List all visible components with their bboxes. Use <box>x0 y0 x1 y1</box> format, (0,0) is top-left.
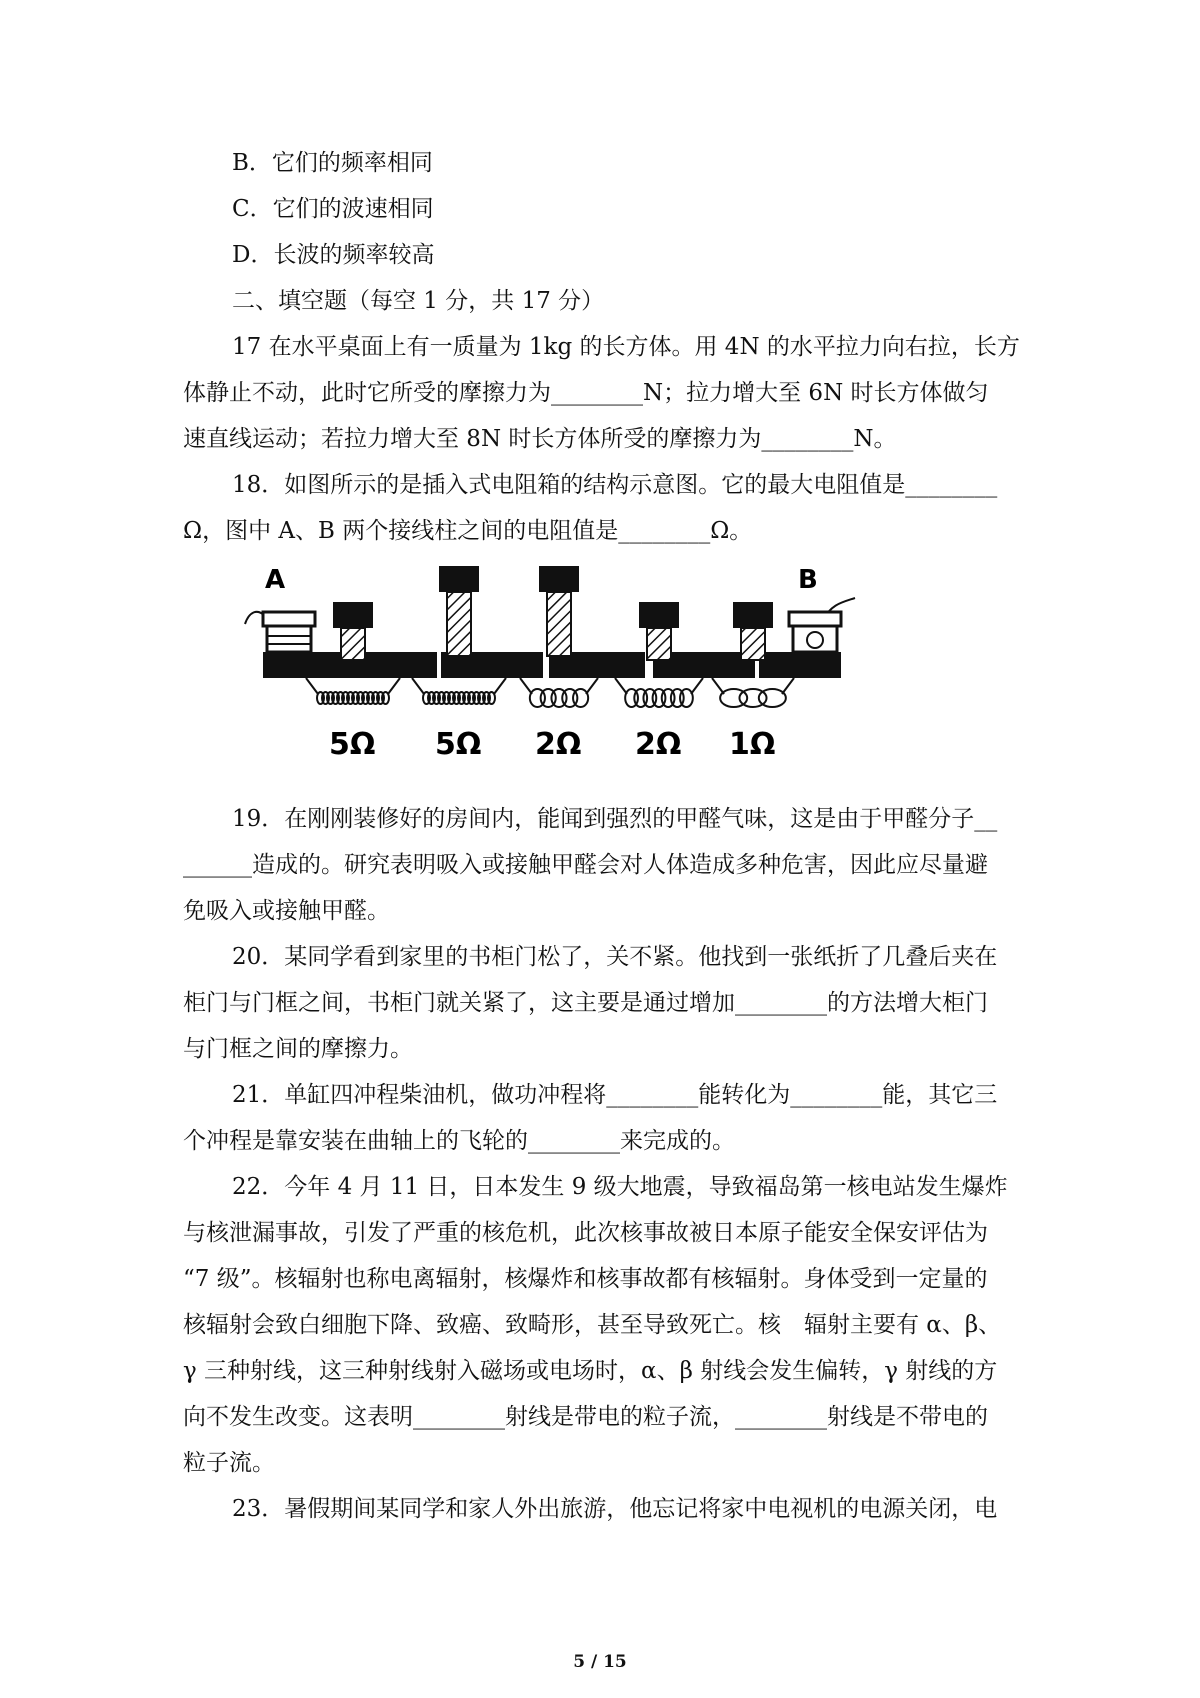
plug-head <box>639 602 679 628</box>
question-17-line: 17 在水平桌面上有一质量为 1kg 的长方体。用 4N 的水平拉力向右拉，长方 <box>232 334 1020 360</box>
question-22-line: 粒子流。 <box>183 1450 275 1476</box>
coil-lead <box>782 678 794 694</box>
question-21-line: 21．单缸四冲程柴油机，做功冲程将________能转化为________能，其它三 <box>232 1082 998 1108</box>
question-20-line: 20．某同学看到家里的书柜门松了，关不紧。他找到一张纸折了几叠后夹在 <box>232 944 998 970</box>
question-22-line: γ 三种射线，这三种射线射入磁场或电场时，α、β 射线会发生偏转，γ 射线的方 <box>183 1358 998 1384</box>
question-18-line: 18．如图所示的是插入式电阻箱的结构示意图。它的最大电阻值是________ <box>232 472 998 498</box>
coil-lead <box>615 678 627 694</box>
question-22-line: 与核泄漏事故，引发了严重的核危机，此次核事故被日本原子能安全保安评估为 <box>183 1220 988 1246</box>
coil-turn <box>573 689 588 707</box>
question-22-line: “7 级”。核辐射也称电离辐射，核爆炸和核事故都有核辐射。身体受到一定量的 <box>183 1266 988 1292</box>
coil-lead <box>691 678 703 694</box>
question-19 <box>183 796 1023 934</box>
plug-head <box>733 602 773 628</box>
plug-head <box>333 602 373 628</box>
coil-turn <box>759 689 786 707</box>
question-19-line: ______造成的。研究表明吸入或接触甲醛会对人体造成多种危害，因此应尽量避 <box>183 852 988 878</box>
plug-body <box>547 592 571 656</box>
coil-lead <box>520 678 532 694</box>
question-20 <box>183 934 1023 1072</box>
terminal-a-label: A <box>265 565 286 595</box>
coil-lead <box>306 678 318 694</box>
option-c: C．它们的波速相同 <box>232 196 434 222</box>
coil-lead <box>494 678 506 694</box>
coil-lead <box>586 678 598 694</box>
plug-body <box>647 628 671 660</box>
terminal-a-post <box>267 626 311 652</box>
question-18 <box>183 462 1023 554</box>
question-19-line: 免吸入或接触甲醛。 <box>183 898 390 924</box>
question-21-line: 个冲程是靠安装在曲轴上的飞轮的________来完成的。 <box>183 1128 735 1154</box>
question-22-line: 向不发生改变。这表明________射线是带电的粒子流，________射线是不带电的 <box>183 1404 988 1430</box>
resistor-label: 1Ω <box>729 727 776 762</box>
page-number: 5 / 15 <box>573 1652 627 1672</box>
plug-head <box>439 566 479 592</box>
question-17 <box>183 324 1023 462</box>
bar-segment <box>759 652 841 678</box>
plug-body <box>741 628 765 660</box>
resistance-box-diagram <box>243 564 863 790</box>
question-19-line: 19．在刚刚装修好的房间内，能闻到强烈的甲醛气味，这是由于甲醛分子__ <box>232 806 998 832</box>
resistor-label: 2Ω <box>635 727 682 762</box>
resistor-labels <box>329 727 775 762</box>
question-21 <box>183 1072 1023 1164</box>
terminal-a-cap <box>263 612 315 626</box>
question-17-line: 体静止不动，此时它所受的摩擦力为________N；拉力增大至 6N 时长方体做匀 <box>183 380 989 406</box>
option-b: B．它们的频率相同 <box>232 150 433 176</box>
question-22 <box>183 1164 1023 1486</box>
terminal-b-cap <box>789 612 841 626</box>
resistor-label: 5Ω <box>435 727 482 762</box>
plugs <box>333 566 773 660</box>
plug-body <box>447 592 471 656</box>
question-22-line: 22．今年 4 月 11 日，日本发生 9 级大地震，导致福岛第一核电站发生爆炸 <box>232 1174 1008 1200</box>
plug-head <box>539 566 579 592</box>
question-20-line: 与门框之间的摩擦力。 <box>183 1036 413 1062</box>
question-23 <box>183 1486 1023 1532</box>
question-22-line: 核辐射会致白细胞下降、致癌、致畸形，甚至导致死亡。核 辐射主要有 α、β、 <box>183 1312 1002 1338</box>
question-23-line: 23．暑假期间某同学和家人外出旅游，他忘记将家中电视机的电源关闭，电 <box>232 1496 998 1522</box>
question-20-line: 柜门与门框之间，书柜门就关紧了，这主要是通过增加________的方法增大柜门 <box>183 990 988 1016</box>
coil-lead <box>388 678 400 694</box>
section-heading: 二、填空题（每空 1 分，共 17 分） <box>232 288 605 314</box>
coil-lead <box>712 678 724 694</box>
question-18-line: Ω，图中 A、B 两个接线柱之间的电阻值是________Ω。 <box>183 518 753 544</box>
resistance-box-figure <box>183 564 1023 790</box>
resistor-coils <box>306 678 794 707</box>
resistor-label: 2Ω <box>535 727 582 762</box>
resistor-label: 5Ω <box>329 727 376 762</box>
question-17-line: 速直线运动；若拉力增大至 8N 时长方体所受的摩擦力为________N。 <box>183 426 897 452</box>
coil-turn <box>680 689 693 707</box>
terminal-b-label: B <box>798 565 818 595</box>
plug-body <box>341 628 365 660</box>
option-d: D．长波的频率较高 <box>232 242 435 268</box>
coil-lead <box>412 678 424 694</box>
page-content <box>183 140 1023 1532</box>
